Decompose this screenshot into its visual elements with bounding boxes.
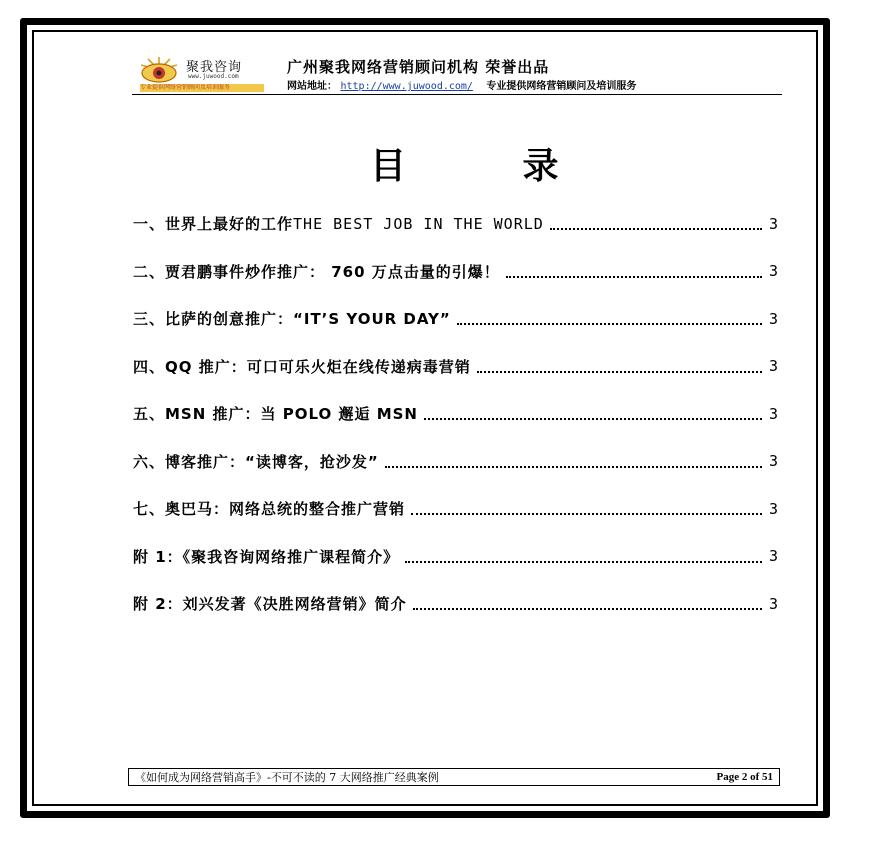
toc-entry[interactable] — [133, 295, 778, 343]
toc-entry-title: 一、世界上最好的工作THE BEST JOB IN THE WORLD — [133, 213, 548, 234]
toc-entry[interactable] — [133, 438, 778, 486]
toc-entry[interactable] — [133, 248, 778, 296]
toc-page-number: 3 — [768, 214, 778, 233]
dot-leader — [457, 322, 762, 325]
toc-entry-title: 附 2：刘兴发著《决胜网络营销》简介 — [133, 593, 411, 614]
toc-entry[interactable] — [133, 343, 778, 391]
dot-leader — [550, 227, 762, 230]
dot-leader — [385, 465, 762, 468]
toc-entry-title: 四、QQ 推广：可口可乐火炬在线传递病毒营销 — [133, 356, 475, 377]
organization-line: 广州聚我网络营销顾问机构 荣誉出品 — [287, 58, 550, 76]
toc-page-number: 3 — [768, 547, 778, 566]
toc-page-number: 3 — [768, 499, 778, 518]
toc-page-number: 3 — [768, 357, 778, 376]
dot-leader — [477, 370, 762, 373]
page-title: 目 录 — [370, 145, 611, 187]
toc-page-number: 3 — [768, 262, 778, 281]
footer-book-title: 《如何成为网络营销高手》-不可不读的 7 大网络推广经典案例 — [135, 771, 439, 784]
dot-leader — [506, 275, 762, 278]
logo-tagline: 专业提供网络营销顾问及培训服务 — [140, 84, 264, 92]
toc-entry-title: 三、比萨的创意推广：“IT’S YOUR DAY” — [133, 308, 455, 329]
toc-entry-title: 五、MSN 推广：当 POLO 邂逅 MSN — [133, 403, 422, 424]
dot-leader — [424, 417, 762, 420]
dot-leader — [413, 607, 762, 610]
company-logo — [138, 54, 278, 94]
dot-leader — [411, 512, 762, 515]
table-of-contents — [133, 200, 778, 628]
logo-name: 聚我咨询 — [186, 60, 243, 75]
header-divider — [132, 94, 782, 95]
toc-entry[interactable] — [133, 533, 778, 581]
toc-entry-title: 六、博客推广：“读博客，抢沙发” — [133, 451, 383, 472]
website-line — [287, 77, 636, 92]
toc-entry[interactable] — [133, 390, 778, 438]
dot-leader — [405, 560, 762, 563]
toc-page-number: 3 — [768, 452, 778, 471]
toc-entry-title: 二、贾君鹏事件炒作推广： 760 万点击量的引爆！ — [133, 261, 504, 282]
toc-entry[interactable] — [133, 580, 778, 628]
eye-logo-icon — [138, 56, 180, 84]
toc-entry[interactable] — [133, 485, 778, 533]
toc-page-number: 3 — [768, 594, 778, 613]
service-description: 专业提供网络营销顾问及培训服务 — [486, 81, 637, 92]
page-footer — [128, 768, 780, 786]
toc-page-number: 3 — [768, 404, 778, 423]
website-label: 网站地址： — [287, 81, 337, 92]
toc-entry[interactable] — [133, 200, 778, 248]
footer-page-number: Page 2 of 51 — [716, 771, 773, 783]
toc-entry-title: 七、奥巴马：网络总统的整合推广营销 — [133, 498, 409, 519]
toc-entry-latin: THE BEST JOB IN THE WORLD — [293, 215, 544, 234]
website-link[interactable]: http://www.juwood.com/ — [340, 81, 473, 92]
toc-page-number: 3 — [768, 309, 778, 328]
logo-url: www.juwood.com — [188, 73, 239, 80]
toc-entry-title: 附 1：《聚我咨询网络推广课程简介》 — [133, 546, 403, 567]
